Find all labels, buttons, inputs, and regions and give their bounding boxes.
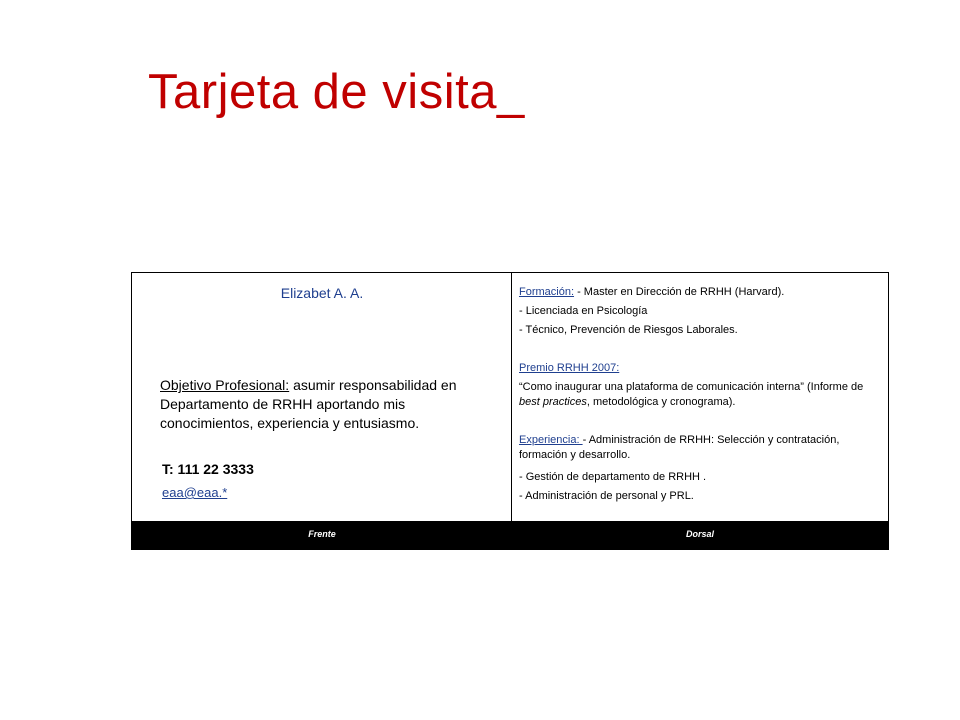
experiencia-item-3: - Administración de personal y PRL.: [519, 490, 694, 502]
objective-text: asumir responsabilidad en Departamento de RRHH aportando mis conocimientos, experiencia y entusiasmo.: [160, 377, 457, 431]
formacion-item-3: - Técnico, Prevención de Riesgos Laborales.: [519, 324, 738, 336]
professional-objective: [160, 376, 500, 433]
premio-text-b: , metodológica y cronograma).: [586, 396, 736, 408]
card-holder-name: Elizabet A. A.: [280, 285, 364, 301]
premio-label: [519, 361, 884, 376]
premio-label-text: Premio RRHH 2007:: [519, 362, 620, 374]
card-back: [512, 273, 888, 521]
footer-front-label: Frente: [308, 529, 336, 539]
formacion-item-1: - Master en Dirección de RRHH (Harvard).: [574, 286, 785, 298]
phone-number: T: 111 22 3333: [162, 461, 254, 477]
footer-back-label: Dorsal: [685, 529, 714, 539]
formacion-item-2: - Licenciada en Psicología: [519, 305, 648, 317]
experiencia-label: Experiencia:: [519, 434, 583, 446]
experiencia-item-1: - Administración de RRHH: Selección y contratación, formación y desarrollo.: [519, 434, 840, 461]
card-front: [132, 273, 512, 521]
objective-label: Objetivo Profesional:: [160, 377, 290, 393]
formacion-label: Formación:: [519, 286, 575, 298]
experiencia-item-2: - Gestión de departamento de RRHH .: [519, 471, 707, 483]
business-card-table: [131, 272, 889, 550]
slide-title: Tarjeta de visita_: [148, 65, 525, 119]
premio-text-a: “Como inaugurar una plataforma de comunicación interna” (Informe de: [519, 381, 864, 393]
experiencia-line: [519, 433, 884, 463]
premio-text: [519, 380, 884, 410]
card-footer-bar: [132, 521, 888, 549]
email-link[interactable]: eaa@eaa.*: [162, 485, 228, 500]
premio-text-em: best practices: [519, 396, 587, 408]
formacion-line: [519, 285, 884, 300]
